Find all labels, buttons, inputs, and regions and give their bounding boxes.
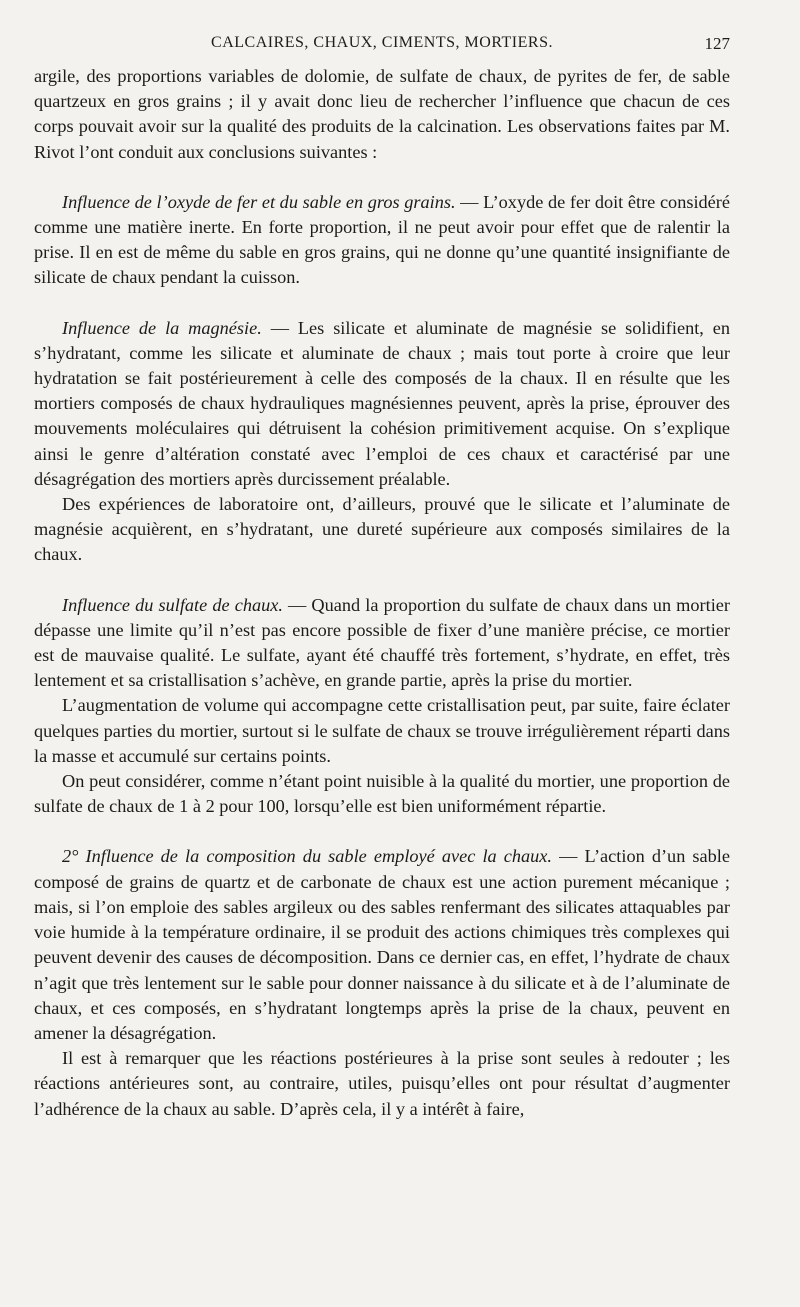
paragraph-text: On peut considérer, comme n’étant point nuisible à la qualité du mortier, une proportion de sulfate de chaux de 1 à 2 pour 100, lorsqu’elle est bien uniformément répartie. (34, 771, 730, 817)
section-lead: Influence de la magnésie. (62, 317, 262, 338)
paragraph-text: — L’action d’un sable composé de grains de quartz et de carbonate de chaux est une action purement mécanique ; mais, si l’on emploie des sables argileux ou des sables renfermant des silicates attaquables par voie humide à la température ordinaire, il se produit des actions chimiques très complexes qui peuvent devenir des causes de décomposition. Dans ce dernier cas, en effet, l’hydrate de chaux n’agit que très lentement sur le sable pour donner naissance à du silicate et à de l’aluminate de chaux, et ces composés, en s’hydratant longtemps après la prise de la chaux, peuvent en amener la désagrégation. (34, 846, 730, 1043)
paragraph-text: — L’oxyde de fer doit être considéré comme une matière inerte. En forte proportion, il ne peut avoir pour effet que de ralentir la prise. Il en est de même du sable en gros grains, qui ne donne qu’une quantité insignifiante de silicate de chaux pendant la cuisson. (34, 191, 730, 288)
paragraph-text: Il est à remarquer que les réactions postérieures à la prise sont seules à redouter ; les réactions antérieures sont, au contraire, utiles, puisqu’elles ont pour résultat d’augmenter l’adhérence de la chaux au sable. D’après cela, il y a intérêt à faire, (34, 1048, 730, 1119)
paragraph-sulfate-de-chaux (34, 593, 730, 694)
paragraph-reactions-posterieures (34, 1046, 730, 1122)
paragraph-text: — Les silicate et aluminate de magnésie se solidifient, en s’hydratant, comme les silicate et aluminate de chaux ; mais tout porte à croire que leur hydratation se fait postérieurement à celle des composés de la chaux. Il en résulte que les mortiers composés de chaux hydrauliques magnésiennes peuvent, après la prise, éprouver des mouvements moléculaires qui détruisent la cohésion primitivement acquise. On s’explique ainsi le genre d’altération constaté avec l’emploi de ces chaux et caractérisé par une désagrégation des mortiers après durcissement préalable. (34, 317, 731, 489)
paragraph-intro-continuation (34, 64, 730, 165)
paragraph-oxyde-de-fer (34, 190, 730, 291)
page-header (34, 34, 730, 58)
paragraph-text: L’augmentation de volume qui accompagne cette cristallisation peut, par suite, faire éclater quelques parties du mortier, surtout si le sulfate de chaux se trouve irrégulièrement réparti dans la masse et accumulé sur certains points. (34, 695, 730, 766)
paragraph-text: Des expériences de laboratoire ont, d’ailleurs, prouvé que le silicate et l’aluminate de magnésie acquièrent, en s’hydratant, une dureté supérieure aux composés similaires de la chaux. (34, 494, 730, 565)
paragraph-augmentation-volume (34, 693, 730, 769)
paragraph-experiences (34, 492, 730, 568)
paragraph-proportion-sulfate (34, 769, 730, 819)
paragraph-text: — Quand la proportion du sulfate de chaux dans un mortier dépasse une limite qu’il n’est pas encore possible de fixer d’une manière précise, ce mortier est de mauvaise qualité. Le sulfate, ayant été chauffé très fortement, s’hydrate, en effet, très lentement et sa cristallisation s’achève, en grande partie, après la prise du mortier. (34, 594, 730, 691)
section-lead: 2° Influence de la composition du sable employé avec la chaux. (62, 846, 552, 867)
section-lead: Influence du sulfate de chaux. (62, 594, 283, 615)
section-lead: Influence de l’oxyde de fer et du sable en gros grains. (62, 191, 456, 212)
paragraph-composition-sable (34, 844, 730, 1046)
body-text (34, 64, 730, 1122)
running-title: CALCAIRES, CHAUX, CIMENTS, MORTIERS. (211, 34, 553, 51)
paragraph-magnesie (34, 316, 730, 492)
page-number: 127 (704, 34, 730, 53)
paragraph-text: argile, des proportions variables de dolomie, de sulfate de chaux, de pyrites de fer, de sable quartzeux en gros grains ; il y avait donc lieu de rechercher l’influence que chacun de ces corps pouvait avoir sur la qualité des produits de la calcination. Les observations faites par M. Rivot l’ont conduit aux conclusions suivantes : (34, 66, 730, 162)
